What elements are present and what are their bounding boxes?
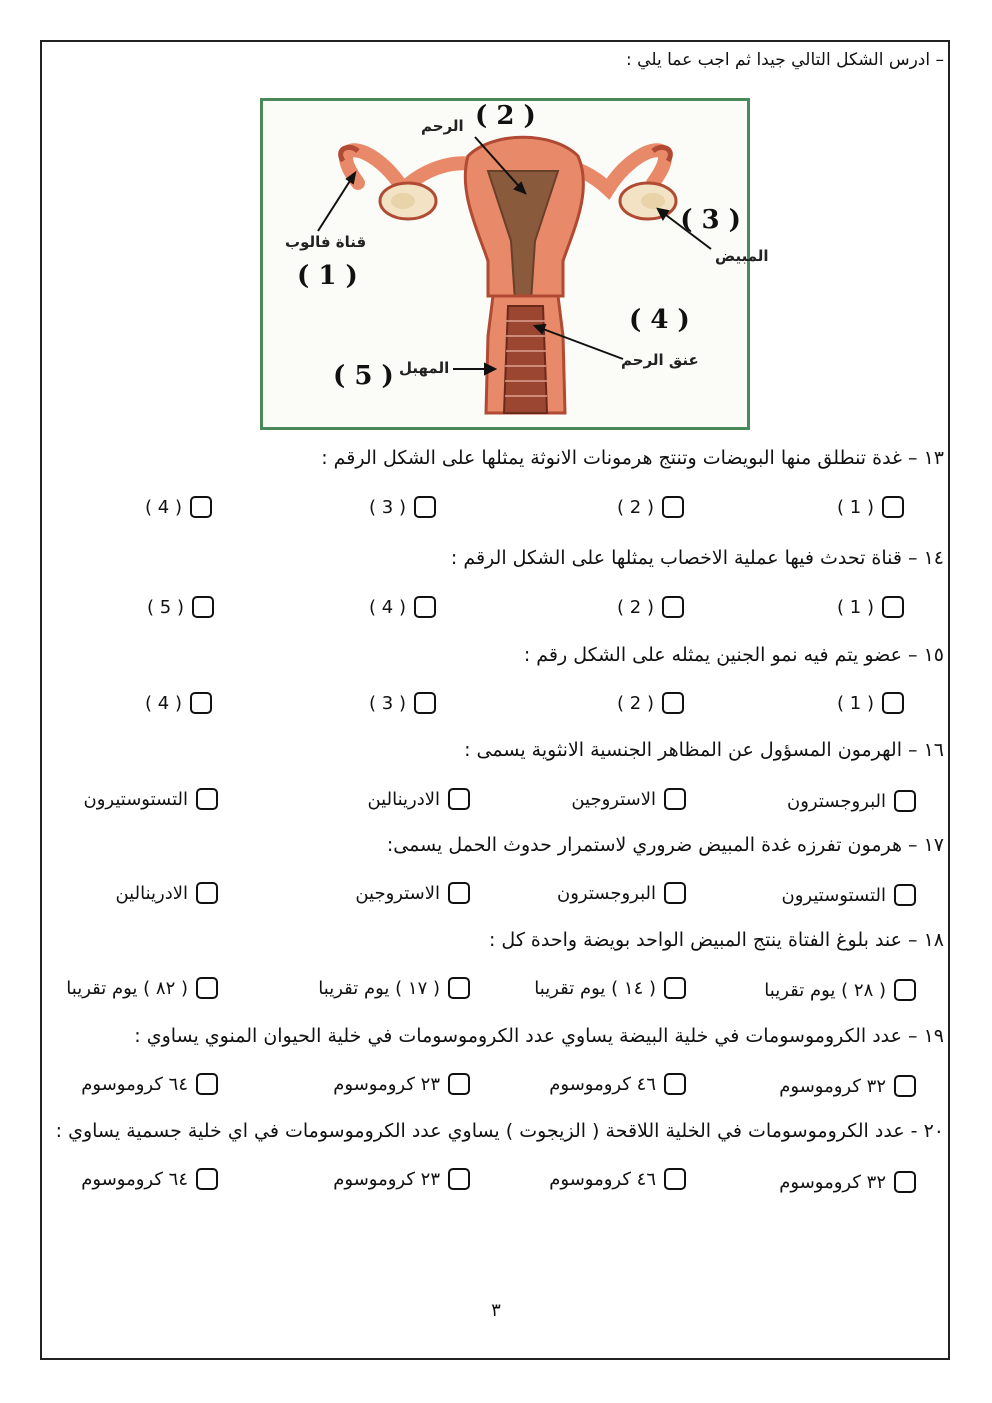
question-16: ١٦ – الهرمون المسؤول عن المظاهر الجنسية الانثوية يسمى : bbox=[464, 739, 944, 761]
q13-option-4[interactable]: ( 4 ) bbox=[145, 496, 212, 518]
q14-checkbox-3[interactable] bbox=[414, 596, 436, 618]
figure-number-5: ( 5 ) bbox=[333, 361, 394, 391]
q19-checkbox-2[interactable] bbox=[664, 1073, 686, 1095]
q16-checkbox-3[interactable] bbox=[448, 788, 470, 810]
q13-checkbox-1[interactable] bbox=[882, 496, 904, 518]
q18-checkbox-2[interactable] bbox=[664, 977, 686, 999]
q15-checkbox-1[interactable] bbox=[882, 692, 904, 714]
q15-option-3[interactable]: ( 3 ) bbox=[369, 692, 436, 714]
q17-checkbox-3[interactable] bbox=[448, 882, 470, 904]
q16-checkbox-2[interactable] bbox=[664, 788, 686, 810]
q13-checkbox-3[interactable] bbox=[414, 496, 436, 518]
instruction-text: – ادرس الشكل التالي جيدا ثم اجب عما يلي : bbox=[626, 50, 944, 70]
q20-option-3[interactable]: ٢٣ كروموسوم bbox=[333, 1168, 470, 1190]
question-13: ١٣ – غدة تنطلق منها البويضات وتنتج هرمونات الانوثة يمثلها على الشكل الرقم : bbox=[321, 447, 944, 469]
q20-checkbox-4[interactable] bbox=[196, 1168, 218, 1190]
q15-checkbox-2[interactable] bbox=[662, 692, 684, 714]
question-14: ١٤ – قناة تحدث فيها عملية الاخصاب يمثلها على الشكل الرقم : bbox=[450, 547, 944, 569]
figure-number-1: ( 1 ) bbox=[297, 261, 358, 291]
question-20: ٢٠ - عدد الكروموسومات في الخلية اللاقحة ( الزيجوت ) يساوي عدد الكروموسومات في اي خلية جسمية يساوي : bbox=[55, 1120, 944, 1142]
figure-number-3: ( 3 ) bbox=[680, 205, 741, 235]
figure-label-uterus: الرحم bbox=[421, 117, 464, 135]
question-17: ١٧ – هرمون تفرزه غدة المبيض ضروري لاستمرار حدوث الحمل يسمى: bbox=[386, 834, 944, 856]
q13-checkbox-2[interactable] bbox=[662, 496, 684, 518]
q15-checkbox-3[interactable] bbox=[414, 692, 436, 714]
q14-option-4[interactable]: ( 5 ) bbox=[147, 596, 214, 618]
q14-checkbox-2[interactable] bbox=[662, 596, 684, 618]
q16-checkbox-1[interactable] bbox=[894, 790, 916, 812]
q17-option-1[interactable]: التستوستيرون bbox=[782, 884, 917, 906]
q17-checkbox-1[interactable] bbox=[894, 884, 916, 906]
q18-checkbox-4[interactable] bbox=[196, 977, 218, 999]
q20-option-2[interactable]: ٤٦ كروموسوم bbox=[549, 1168, 686, 1190]
q14-option-2[interactable]: ( 2 ) bbox=[617, 596, 684, 618]
q18-option-1[interactable]: ( ٢٨ ) يوم تقريبا bbox=[764, 979, 916, 1001]
q18-option-2[interactable]: ( ١٤ ) يوم تقريبا bbox=[534, 977, 686, 999]
figure-label-vagina: المهبل bbox=[399, 359, 450, 377]
q15-checkbox-4[interactable] bbox=[190, 692, 212, 714]
q15-option-2[interactable]: ( 2 ) bbox=[617, 692, 684, 714]
q14-checkbox-1[interactable] bbox=[882, 596, 904, 618]
q14-option-3[interactable]: ( 4 ) bbox=[369, 596, 436, 618]
q19-checkbox-1[interactable] bbox=[894, 1075, 916, 1097]
q13-option-2[interactable]: ( 2 ) bbox=[617, 496, 684, 518]
q18-checkbox-3[interactable] bbox=[448, 977, 470, 999]
q19-option-4[interactable]: ٦٤ كروموسوم bbox=[81, 1073, 218, 1095]
q18-checkbox-1[interactable] bbox=[894, 979, 916, 1001]
question-18: ١٨ – عند بلوغ الفتاة ينتج المبيض الواحد بويضة واحدة كل : bbox=[488, 929, 944, 951]
q16-option-2[interactable]: الاستروجين bbox=[571, 788, 686, 810]
q17-checkbox-2[interactable] bbox=[664, 882, 686, 904]
q13-option-3[interactable]: ( 3 ) bbox=[369, 496, 436, 518]
question-19: ١٩ – عدد الكروموسومات في خلية البيضة يساوي عدد الكروموسومات في خلية الحيوان المنوي يساوي : bbox=[134, 1025, 944, 1047]
q16-option-3[interactable]: الادرينالين bbox=[367, 788, 470, 810]
q20-checkbox-2[interactable] bbox=[664, 1168, 686, 1190]
q14-option-1[interactable]: ( 1 ) bbox=[837, 596, 904, 618]
q16-option-1[interactable]: البروجسترون bbox=[787, 790, 916, 812]
q18-option-4[interactable]: ( ٨٢ ) يوم تقريبا bbox=[66, 977, 218, 999]
q20-checkbox-3[interactable] bbox=[448, 1168, 470, 1190]
q17-option-2[interactable]: البروجسترون bbox=[557, 882, 686, 904]
figure-number-2: ( 2 ) bbox=[475, 101, 536, 131]
page-number: ٣ bbox=[491, 1300, 501, 1321]
q17-option-4[interactable]: الادرينالين bbox=[115, 882, 218, 904]
uterus-diagram bbox=[260, 98, 769, 430]
q19-checkbox-4[interactable] bbox=[196, 1073, 218, 1095]
q16-checkbox-4[interactable] bbox=[196, 788, 218, 810]
q13-option-1[interactable]: ( 1 ) bbox=[837, 496, 904, 518]
q14-checkbox-4[interactable] bbox=[192, 596, 214, 618]
q19-checkbox-3[interactable] bbox=[448, 1073, 470, 1095]
q15-option-4[interactable]: ( 4 ) bbox=[145, 692, 212, 714]
q20-option-1[interactable]: ٣٢ كروموسوم bbox=[779, 1171, 916, 1193]
figure-label-fallopian-tube: قناة فالوب bbox=[285, 233, 367, 251]
q18-option-3[interactable]: ( ١٧ ) يوم تقريبا bbox=[318, 977, 470, 999]
question-15: ١٥ – عضو يتم فيه نمو الجنين يمثله على الشكل رقم : bbox=[523, 644, 944, 666]
q16-option-4[interactable]: التستوستيرون bbox=[84, 788, 219, 810]
q19-option-2[interactable]: ٤٦ كروموسوم bbox=[549, 1073, 686, 1095]
figure-number-4: ( 4 ) bbox=[629, 305, 690, 335]
figure-label-cervix: عنق الرحم bbox=[621, 351, 699, 369]
q19-option-3[interactable]: ٢٣ كروموسوم bbox=[333, 1073, 470, 1095]
figure-label-ovary: المبيض bbox=[715, 247, 769, 265]
q20-option-4[interactable]: ٦٤ كروموسوم bbox=[81, 1168, 218, 1190]
q15-option-1[interactable]: ( 1 ) bbox=[837, 692, 904, 714]
q20-checkbox-1[interactable] bbox=[894, 1171, 916, 1193]
q17-checkbox-4[interactable] bbox=[196, 882, 218, 904]
q13-checkbox-4[interactable] bbox=[190, 496, 212, 518]
q17-option-3[interactable]: الاستروجين bbox=[355, 882, 470, 904]
q19-option-1[interactable]: ٣٢ كروموسوم bbox=[779, 1075, 916, 1097]
